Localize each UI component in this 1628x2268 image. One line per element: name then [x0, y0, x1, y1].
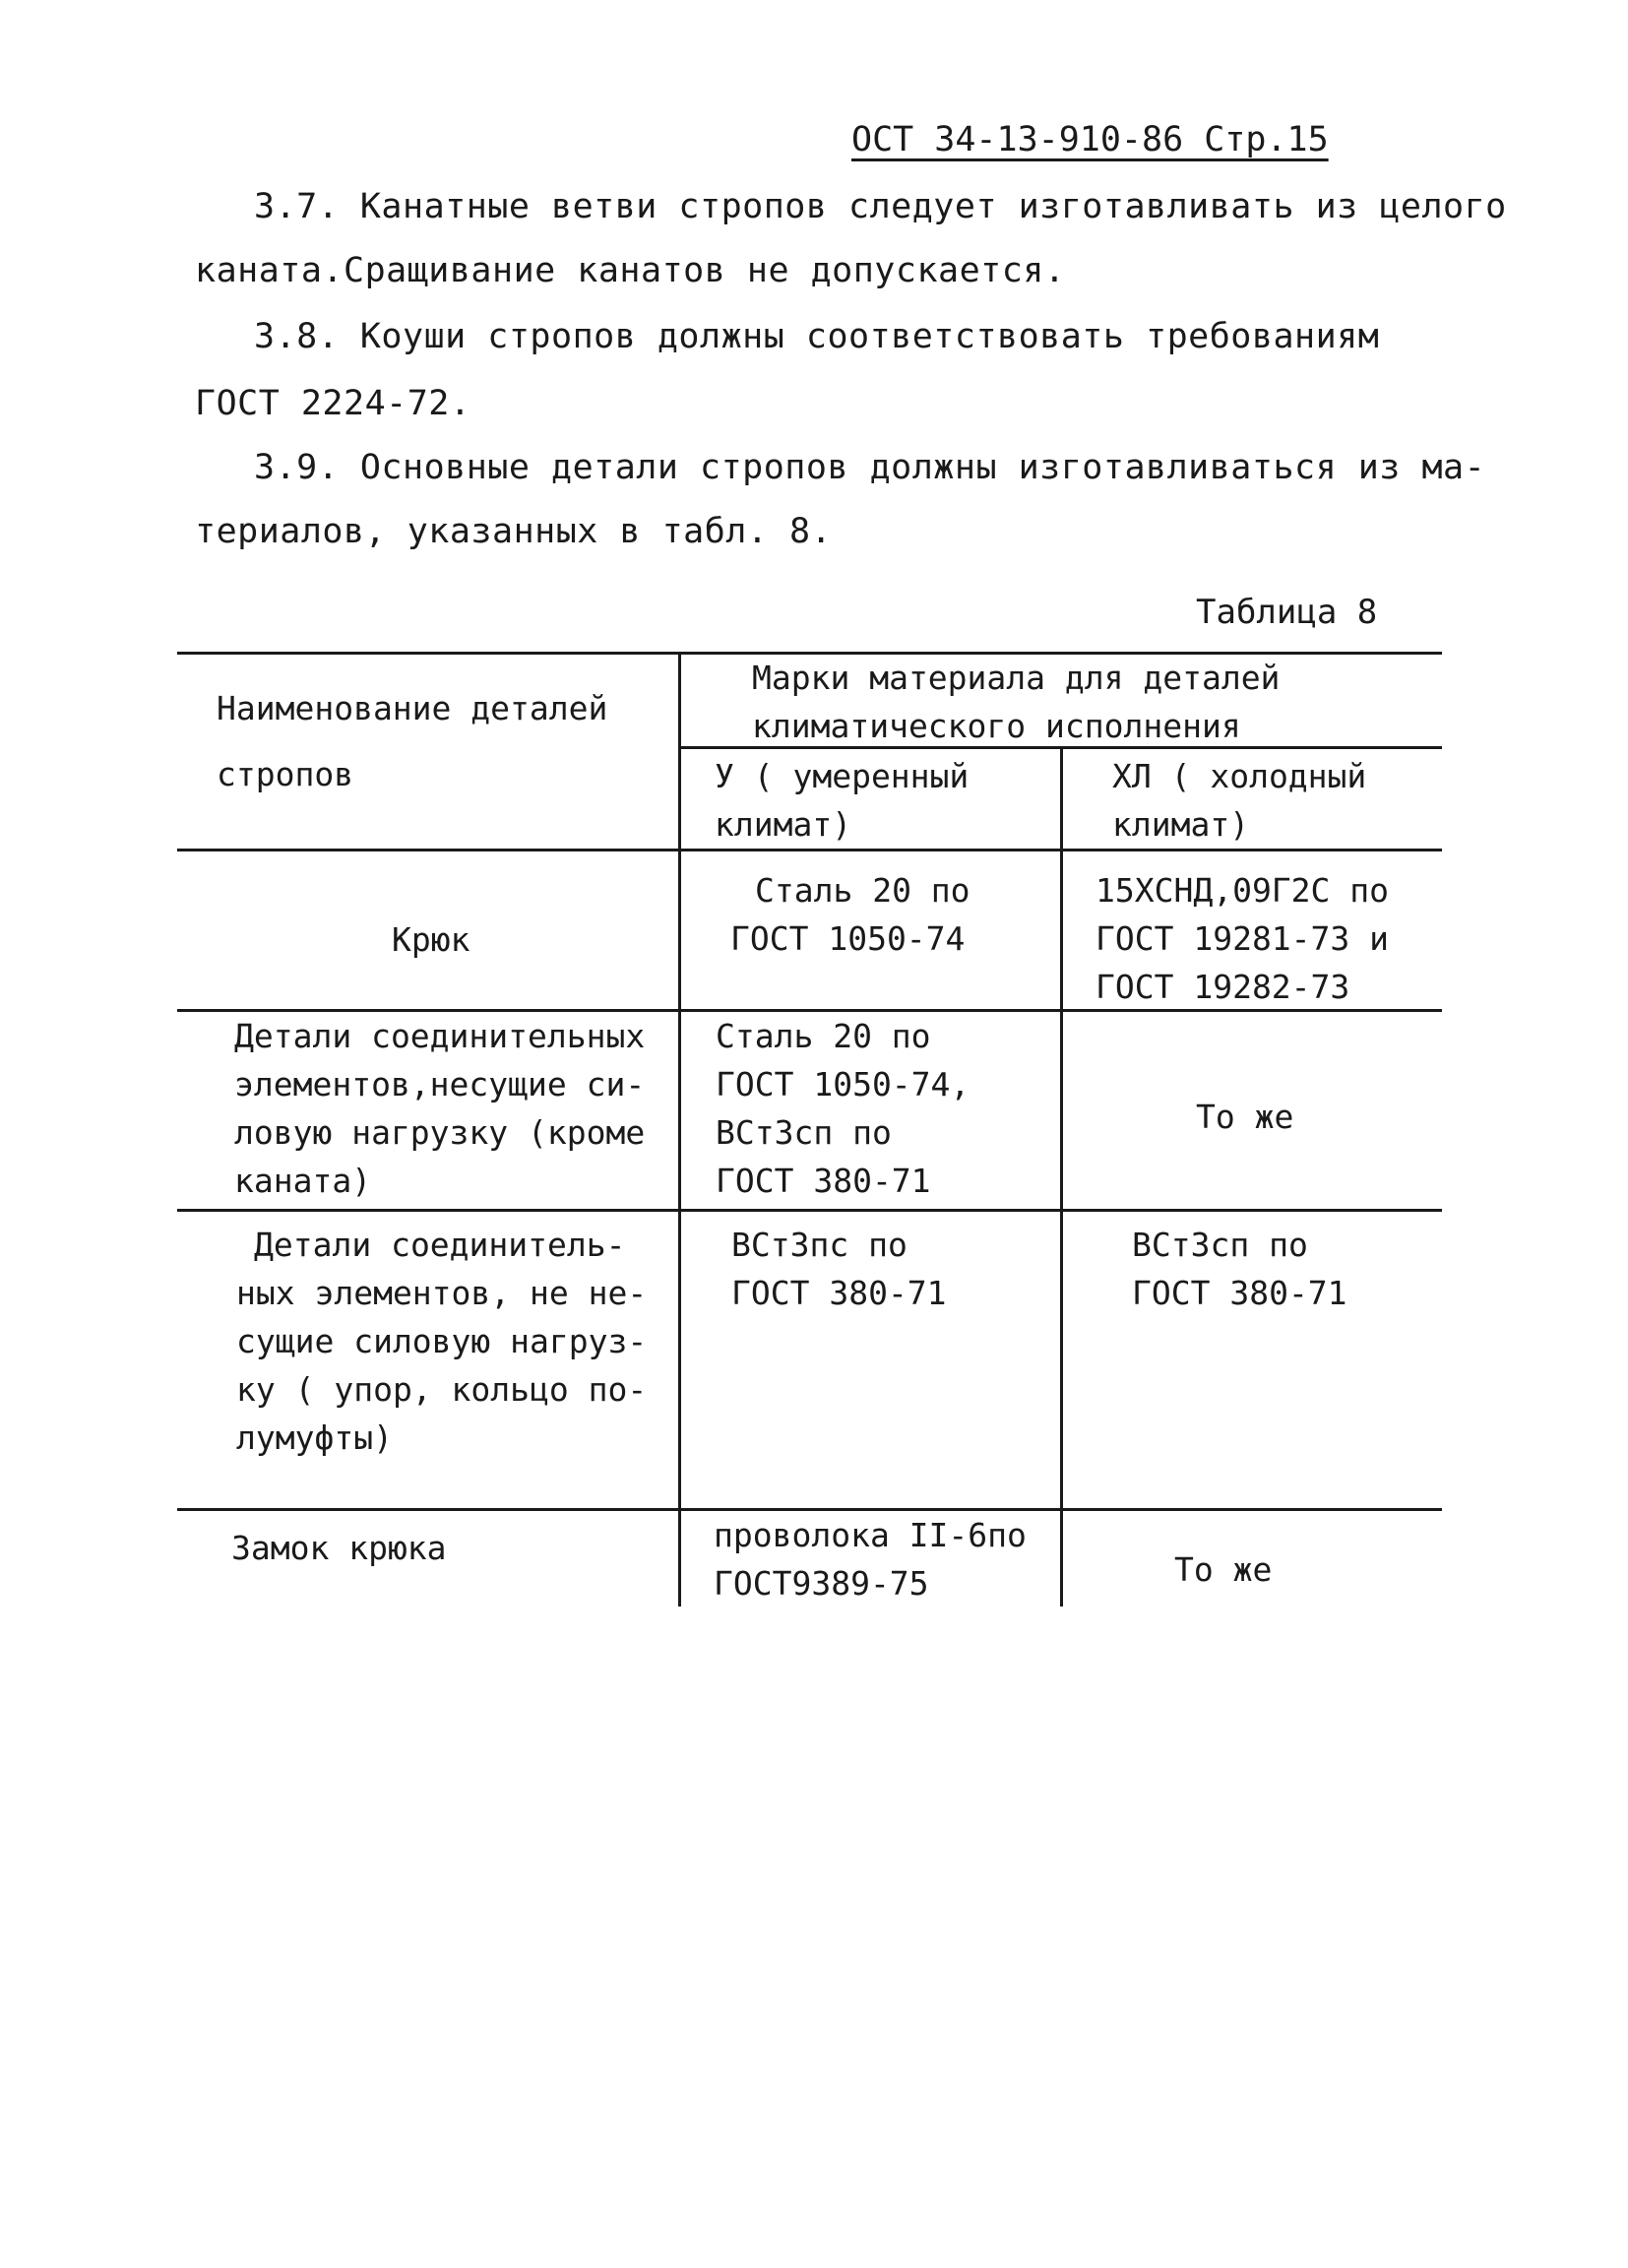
table-row-rule-2 [177, 1209, 1442, 1212]
row-3-name [236, 1221, 647, 1462]
header-col-u-line-1: У ( умеренный [715, 757, 970, 795]
paragraph-3-7-line-1: 3.7. Канатные ветви стропов следует изготавливать из целого [254, 187, 1507, 226]
table-header-bottom-rule [177, 849, 1442, 851]
table-col-divider-2 [1060, 746, 1063, 1606]
header-col-hl-line-2: климат) [1112, 805, 1250, 844]
row-3-u-line-1: ВСт3пс по [731, 1226, 908, 1264]
row-1-hl-line-1: 15ХСНД,09Г2С по [1096, 871, 1390, 910]
header-group-line-2: климатического исполнения [752, 707, 1241, 745]
header-col-hl-line-1: ХЛ ( холодный [1112, 757, 1367, 795]
row-2-hl [1196, 1093, 1293, 1141]
row-2-u [716, 1012, 970, 1205]
row-3-hl-line-1: ВСт3сп по [1132, 1226, 1308, 1264]
row-3-name-line-3: сущие силовую нагруз- [236, 1322, 648, 1360]
header-material-group [752, 654, 1280, 750]
paragraph-3-8-line-2: ГОСТ 2224-72. [195, 384, 471, 423]
header-col-u-line-2: климат) [715, 805, 852, 844]
row-4-hl-line-1: То же [1174, 1550, 1273, 1589]
header-col-name-line-1: Наименование деталей [217, 689, 608, 727]
row-4-u [714, 1511, 1027, 1607]
header-col-hl [1112, 752, 1366, 849]
row-2-u-line-2: ГОСТ 1050-74, [716, 1065, 971, 1103]
row-3-u-line-2: ГОСТ 380-71 [731, 1274, 947, 1312]
table-caption: Таблица 8 [1196, 593, 1378, 632]
paragraph-3-7-line-2: каната.Сращивание канатов не допускается. [195, 251, 1066, 290]
header-col-u [715, 752, 969, 849]
row-2-u-line-4: ГОСТ 380-71 [716, 1162, 931, 1200]
header-col-name [217, 684, 607, 798]
row-1-hl-line-3: ГОСТ 19282-73 [1096, 968, 1350, 1006]
document-header: ОСТ 34-13-910-86 Стр.15 [851, 120, 1329, 159]
row-1-hl-line-2: ГОСТ 19281-73 и [1096, 919, 1390, 958]
row-2-name-line-4: каната) [234, 1162, 372, 1200]
row-2-name-line-1: Детали соединительных [234, 1017, 646, 1055]
row-2-hl-line-1: То же [1196, 1098, 1294, 1136]
row-3-name-line-1: Детали соединитель- [254, 1226, 626, 1264]
paragraph-3-9-line-1: 3.9. Основные детали стропов должны изготавливаться из ма- [254, 448, 1486, 487]
row-1-name-line-1: Крюк [392, 920, 470, 959]
row-2-name-line-3: ловую нагрузку (кроме [234, 1113, 646, 1152]
row-4-name-line-1: Замок крюка [231, 1529, 447, 1567]
table-col-divider-1 [678, 652, 681, 1606]
row-1-name [392, 915, 470, 964]
row-1-u [730, 866, 971, 963]
row-4-hl [1174, 1545, 1272, 1594]
header-group-line-1: Марки материала для деталей [752, 659, 1281, 697]
row-3-name-line-2: ных элементов, не не- [236, 1274, 648, 1312]
row-1-u-line-1: Сталь 20 по [755, 871, 971, 910]
row-3-name-line-4: ку ( упор, кольцо по- [236, 1370, 648, 1409]
row-4-u-line-1: проволока II-6по [714, 1516, 1027, 1554]
row-1-hl [1096, 866, 1389, 1011]
paragraph-3-8-line-1: 3.8. Коуши стропов должны соответствовать требованиям [254, 317, 1380, 356]
row-2-name [234, 1012, 645, 1205]
paragraph-3-9-line-2: териалов, указанных в табл. 8. [195, 512, 833, 551]
row-4-name [231, 1524, 447, 1572]
row-3-u [731, 1221, 947, 1317]
header-col-name-line-2: стропов [217, 755, 354, 793]
row-3-hl-line-2: ГОСТ 380-71 [1132, 1274, 1347, 1312]
row-2-u-line-1: Сталь 20 по [716, 1017, 931, 1055]
row-2-name-line-2: элементов,несущие си- [234, 1065, 646, 1103]
row-2-u-line-3: ВСт3сп по [716, 1113, 892, 1152]
row-1-u-line-2: ГОСТ 1050-74 [730, 919, 966, 958]
row-3-name-line-5: лумуфты) [236, 1418, 393, 1457]
row-3-hl [1132, 1221, 1347, 1317]
row-4-u-line-2: ГОСТ9389-75 [714, 1564, 929, 1603]
